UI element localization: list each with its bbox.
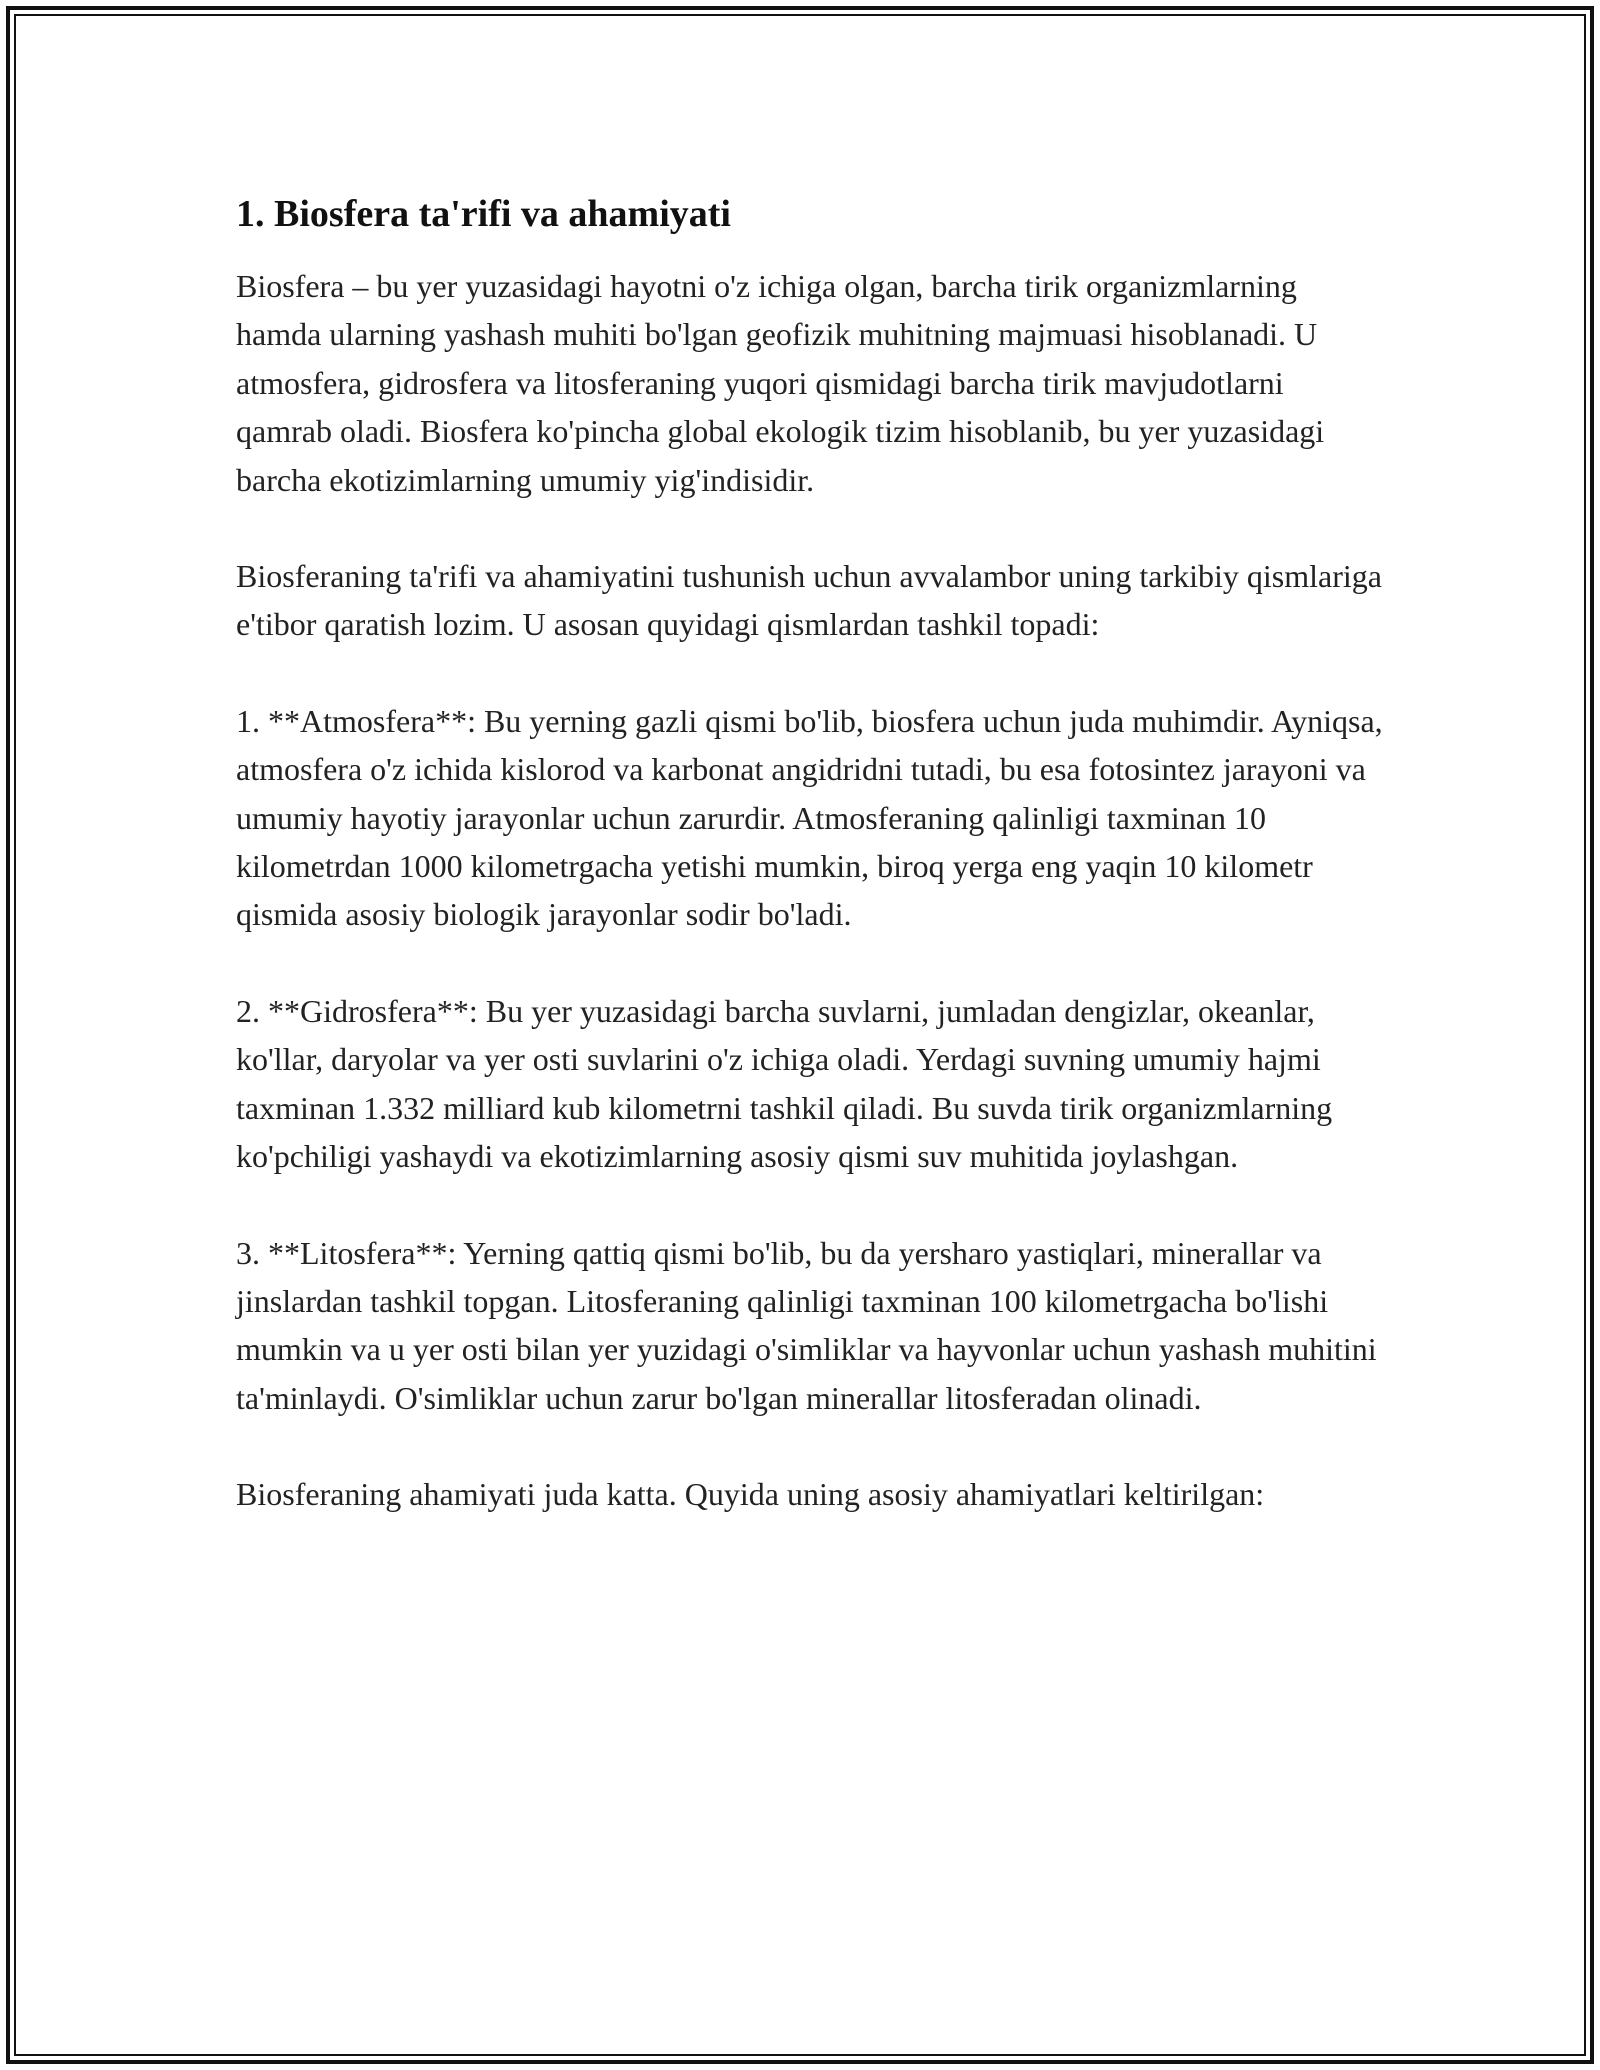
document-body xyxy=(236,188,1386,1567)
paragraph-definition: Biosfera – bu yer yuzasidagi hayotni o'z ichiga olgan, barcha tirik organizmlarning hamda ularning yashash muhiti bo'lgan geofizik muhitning majmuasi hisoblanadi. U atmosfera, gidrosfera va litosferaning yuqori qismidagi barcha tirik mavjudotlarni qamrab oladi. Biosfera ko'pincha global ekologik tizim hisoblanib, bu yer yuzasidagi barcha ekotizimlarning umumiy yig'indisidir. xyxy=(236,268,1325,498)
paragraph-importance-intro: Biosferaning ahamiyati juda katta. Quyida uning asosiy ahamiyatlari keltirilgan: xyxy=(236,1476,1265,1513)
section-heading: 1. Biosfera ta'rifi va ahamiyati xyxy=(236,193,731,235)
paragraph-litosfera: 3. **Litosfera**: Yerning qattiq qismi bo'lib, bu da yersharo yastiqlari, minerallar va jinslardan tashkil topgan. Litosferaning qalinligi taxminan 100 kilometrgacha bo'lishi mumkin va u yer osti bilan yer yuzidagi o'simliklar va hayvonlar uchun yashash muhitini ta'minlaydi. O'simliklar uchun zarur bo'lgan minerallar litosferadan olinadi. xyxy=(236,1234,1377,1416)
paragraph-gidrosfera: 2. **Gidrosfera**: Bu yer yuzasidagi barcha suvlarni, jumladan dengizlar, okeanlar, ko'llar, daryolar va yer osti suvlarini o'z ichiga oladi. Yerdagi suvning umumiy hajmi taxminan 1.332 milliard kub kilometrni tashkil qiladi. Bu suvda tirik organizmlarning ko'pchiligi yashaydi va ekotizimlarning asosiy qismi suv muhitida joylashgan. xyxy=(236,992,1333,1175)
paragraph-atmosfera: 1. **Atmosfera**: Bu yerning gazli qismi bo'lib, biosfera uchun juda muhimdir. Ayniqsa, atmosfera o'z ichida kislorod va karbonat angidridni tutadi, bu esa fotosintez jarayoni va umumiy hayotiy jarayonlar uchun zarurdir. Atmosferaning qalinligi taxminan 10 kilometrdan 1000 kilometrgacha yetishi mumkin, biroq yerga eng yaqin 10 kilometr qismida asosiy biologik jarayonlar sodir bo'ladi. xyxy=(236,702,1383,933)
paragraph-components-intro: Biosferaning ta'rifi va ahamiyatini tushunish uchun avvalambor uning tarkibiy qismlariga e'tibor qaratish lozim. U asosan quyidagi qismlardan tashkil topadi: xyxy=(236,558,1382,643)
